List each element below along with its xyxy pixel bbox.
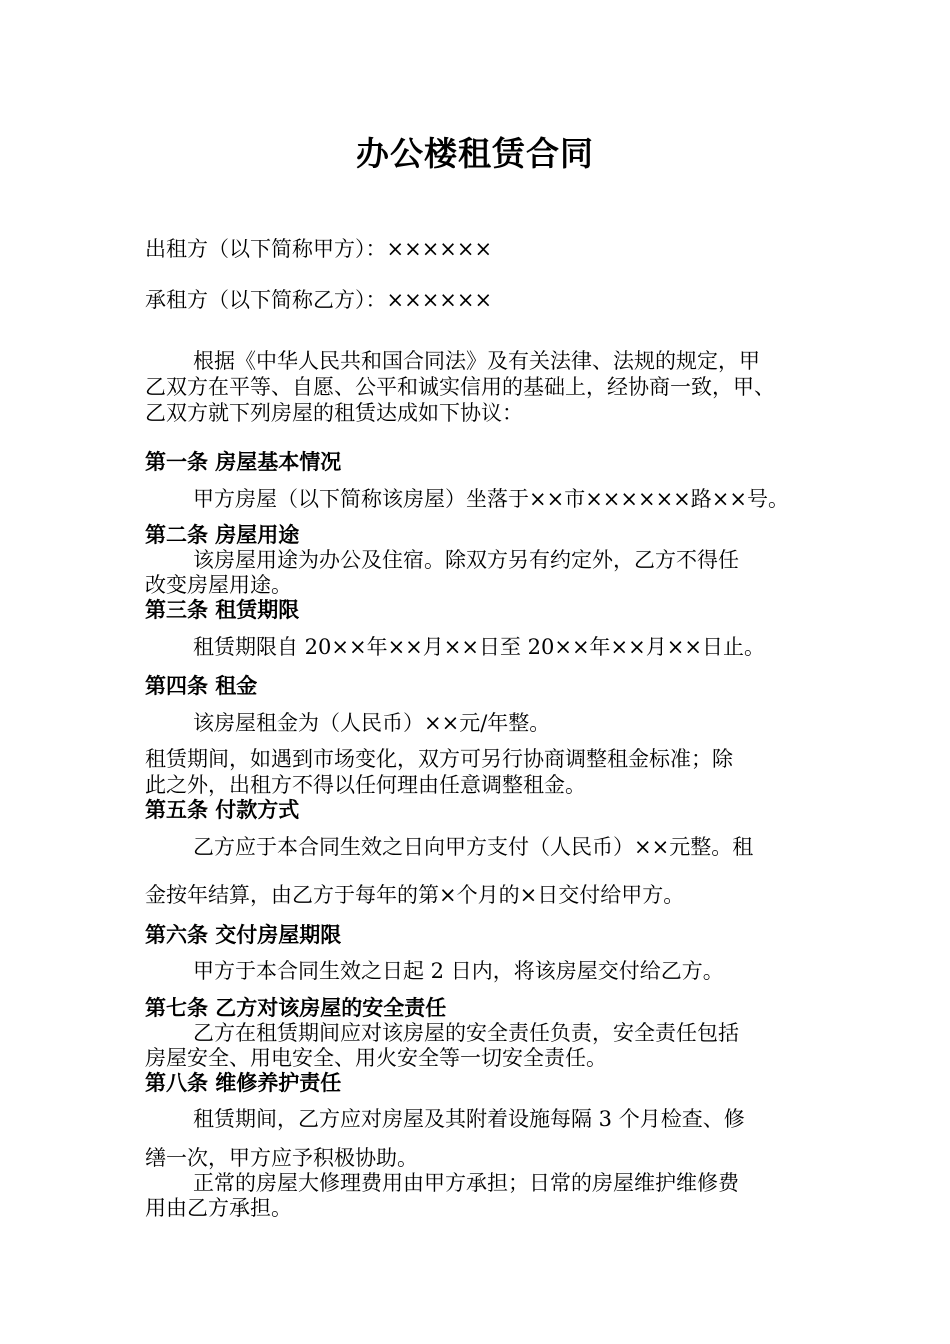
article-6-line-1: 甲方于本合同生效之日起 2 日内，将该房屋交付给乙方。 — [193, 959, 724, 983]
article-6-heading: 第六条 交付房屋期限 — [145, 923, 342, 947]
article-5-line-2: 金按年结算，由乙方于每年的第×个月的×日交付给甲方。 — [145, 883, 685, 907]
article-4-line-3: 此之外，出租方不得以任何理由任意调整租金。 — [145, 773, 586, 797]
article-2-line-1: 该房屋用途为办公及住宿。除双方另有约定外，乙方不得任 — [193, 548, 739, 572]
preamble-line-1: 根据《中华人民共和国合同法》及有关法律、法规的规定，甲 — [193, 349, 760, 373]
article-8-line-4: 用由乙方承担。 — [145, 1196, 292, 1220]
lessee-line: 承租方（以下简称乙方）：×××××× — [145, 288, 493, 312]
article-4-heading: 第四条 租金 — [145, 674, 258, 698]
article-2-heading: 第二条 房屋用途 — [145, 523, 300, 547]
article-4-line-1: 该房屋租金为（人民币）××元/年整。 — [193, 711, 551, 735]
article-4-line-2: 租赁期间，如遇到市场变化，双方可另行协商调整租金标准；除 — [145, 747, 733, 771]
article-5-heading: 第五条 付款方式 — [145, 798, 300, 822]
preamble-line-3: 乙双方就下列房屋的租赁达成如下协议： — [145, 401, 523, 425]
preamble-line-2: 乙双方在平等、自愿、公平和诚实信用的基础上，经协商一致，甲、 — [145, 375, 775, 399]
lessor-line: 出租方（以下简称甲方）：×××××× — [145, 237, 493, 261]
article-8-line-1: 租赁期间，乙方应对房屋及其附着设施每隔 3 个月检查、修 — [193, 1107, 745, 1131]
document-title: 办公楼租赁合同 — [356, 134, 594, 173]
article-2-line-2: 改变房屋用途。 — [145, 573, 292, 597]
article-8-line-3: 正常的房屋大修理费用由甲方承担；日常的房屋维护维修费 — [193, 1171, 739, 1195]
article-7-line-1: 乙方在租赁期间应对该房屋的安全责任负责，安全责任包括 — [193, 1021, 739, 1045]
article-5-line-1: 乙方应于本合同生效之日向甲方支付（人民币）××元整。租 — [193, 835, 754, 859]
article-8-heading: 第八条 维修养护责任 — [145, 1071, 342, 1095]
article-1-line-1: 甲方房屋（以下简称该房屋）坐落于××市××××××路××号。 — [193, 487, 789, 511]
article-3-heading: 第三条 租赁期限 — [145, 598, 300, 622]
article-7-heading: 第七条 乙方对该房屋的安全责任 — [145, 996, 447, 1020]
article-3-line-1: 租赁期限自 20××年××月××日至 20××年××月××日止。 — [193, 635, 765, 659]
article-1-heading: 第一条 房屋基本情况 — [145, 450, 342, 474]
article-8-line-2: 缮一次，甲方应予积极协助。 — [145, 1146, 418, 1170]
article-7-line-2: 房屋安全、用电安全、用火安全等一切安全责任。 — [145, 1046, 607, 1070]
